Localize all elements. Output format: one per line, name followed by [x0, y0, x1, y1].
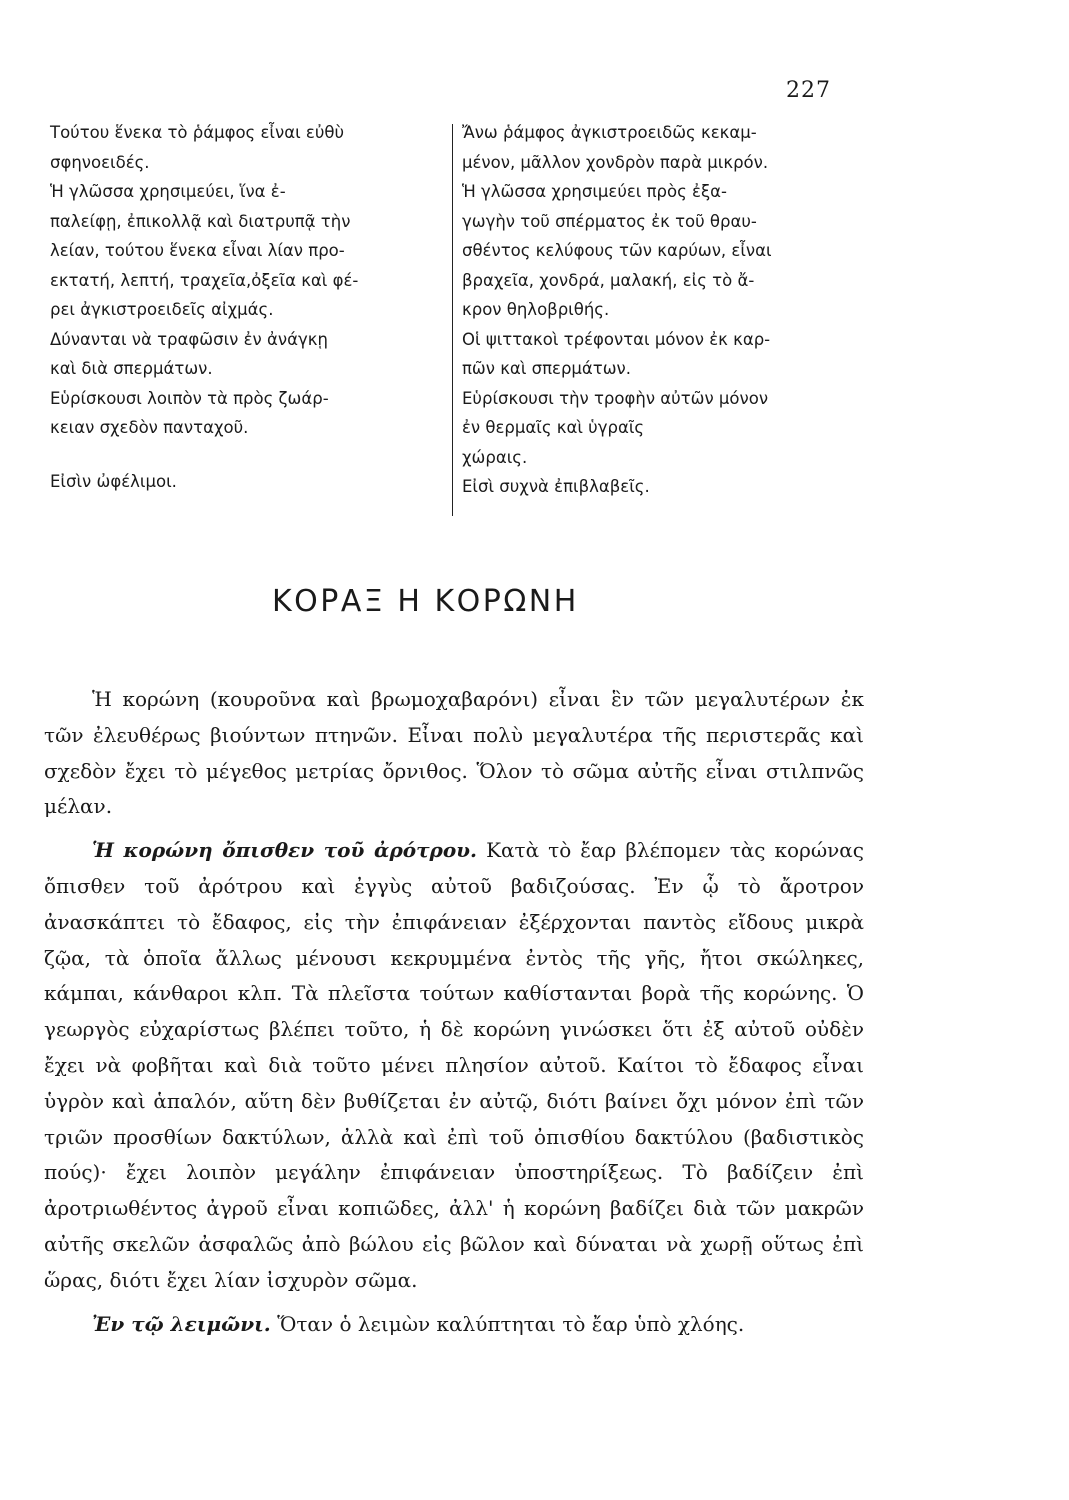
left-column-line: σφηνοειδές. [50, 152, 150, 172]
left-column-line: παλείφῃ, ἐπικολλᾷ καὶ διατρυπᾷ τὴν [50, 211, 351, 231]
paragraph [44, 682, 864, 825]
right-column-line: πῶν καὶ σπερμάτων. [462, 359, 632, 378]
right-column-line: γωγὴν τοῦ σπέρματος ἐκ τοῦ θραυ- [462, 211, 757, 231]
paragraph-text: Ἡ κορώνη (κουροῦνα καὶ βρωμοχαβαρόνι) εἶναι ἓν τῶν μεγαλυτέρων ἐκ τῶν ἐλευθέρως βιούντων πτηνῶν. Εἶναι πολὺ μεγαλυτέρα τῆς περιστερᾶς καὶ σχεδὸν ἔχει τὸ μέγεθος μετρίας ὄρνιθος. Ὅλον τὸ σῶμα αὐτῆς εἶναι στιλπνῶς μέλαν. [44, 687, 864, 819]
paragraph-text: Ὅταν ὁ λειμὼν καλύπτηται τὸ ἔαρ ὑπὸ χλόης. [270, 1311, 745, 1336]
right-column-line: βραχεῖα, χονδρά, μαλακή, εἰς τὸ ἄ- [462, 270, 755, 290]
right-column-line: Εἰσὶ συχνὰ ἐπιβλαβεῖς. [462, 477, 650, 496]
left-column-line: ρει ἀγκιστροειδεῖς αἰχμάς. [50, 300, 274, 319]
left-column-line: Δύνανται νὰ τραφῶσιν ἐν ἀνάγκῃ [50, 329, 328, 349]
left-column-line: καὶ διὰ σπερμάτων. [50, 359, 213, 378]
section-heading: ΚΟΡΑΞ Η ΚΟΡΩΝΗ [272, 584, 579, 619]
left-column [50, 118, 442, 496]
right-column-line: ἐν θερμαῖς καὶ ὑγραῖς [462, 418, 645, 437]
paragraph-lead: Ἐν τῷ λειμῶνι. [92, 1311, 271, 1336]
paragraph-lead: Ἡ κορώνη ὄπισθεν τοῦ ἀρότρου. [92, 838, 478, 863]
column-divider [452, 124, 453, 516]
two-column-section [44, 118, 884, 518]
right-column-line: κρον θηλοβριθής. [462, 300, 610, 319]
body-text [44, 682, 864, 1342]
right-column-line: Εὑρίσκουσι τὴν τροφὴν αὐτῶν μόνον [462, 388, 769, 408]
right-column-line: Οἱ ψιττακοὶ τρέφονται μόνον ἐκ καρ- [462, 329, 771, 349]
right-column-line: μένον, μᾶλλον χονδρὸν παρὰ μικρόν. [462, 152, 769, 172]
left-column-line: Εἰσὶν ὠφέλιμοι. [50, 471, 177, 491]
left-column-line: κειαν σχεδὸν πανταχοῦ. [50, 418, 249, 437]
right-column-line: χώραις. [462, 447, 528, 467]
left-column-line: Ἡ γλῶσσα χρησιμεύει, ἵνα ἐ- [50, 182, 286, 201]
left-column-line: λείαν, τούτου ἕνεκα εἶναι λίαν προ- [50, 241, 345, 260]
left-column-line: εκτατή, λεπτή, τραχεῖα,ὀξεῖα καὶ φέ- [50, 270, 359, 290]
right-column [462, 118, 872, 502]
paragraph [44, 1307, 864, 1343]
right-column-line: Ἡ γλῶσσα χρησιμεύει πρὸς ἐξα- [462, 182, 728, 201]
right-column-line: Ἄνω ῥάμφος ἀγκιστροειδῶς κεκαμ- [462, 123, 757, 142]
left-column-line: Τούτου ἕνεκα τὸ ῥάμφος εἶναι εὐθὺ [50, 123, 345, 142]
left-column-line: Εὑρίσκουσι λοιπὸν τὰ πρὸς ζωάρ- [50, 388, 329, 408]
paragraph-text: Κατὰ τὸ ἔαρ βλέπομεν τὰς κορώνας ὄπισθεν τοῦ ἀρότρου καὶ ἐγγὺς αὐτοῦ βαδιζούσας. Ἐν ᾧ τὸ ἄροτρον ἀνασκάπτει τὸ ἔδαφος, εἰς τὴν ἐπιφάνειαν ἐξέρχονται παντὸς εἴδους μικρὰ ζῷα, τὰ ὁποῖα ἄλλως μένουσι κεκρυμμένα ἐντὸς τῆς γῆς, ἤτοι σκώληκες, κάμπαι, κάνθαροι κλπ. Τὰ πλεῖστα τούτων καθίστανται βορὰ τῆς κορώνης. Ὁ γεωργὸς εὐχαρίστως βλέπει τοῦτο, ἡ δὲ κορώνη γινώσκει ὅτι ἐξ αὐτοῦ οὐδὲν ἔχει νὰ φοβῆται καὶ διὰ τοῦτο μένει πλησίον αὐτοῦ. Καίτοι τὸ ἔδαφος εἶναι ὑγρὸν καὶ ἁπαλόν, αὕτη δὲν βυθίζεται ἐν αὐτῷ, διότι βαίνει ὄχι μόνον ἐπὶ τῶν τριῶν προσθίων δακτύλων, ἀλλὰ καὶ ἐπὶ τοῦ ὀπισθίου δακτύλου (βαδιστικὸς πούς)· ἔχει λοιπὸν μεγάλην ἐπιφάνειαν ὑποστηρίξεως. Τὸ βαδίζειν ἐπὶ ἀροτριωθέντος ἀγροῦ εἶναι κοπιῶδες, ἀλλ' ἡ κορώνη βαδίζει διὰ τῶν μακρῶν αὐτῆς σκελῶν ἀσφαλῶς ἀπὸ βώλου εἰς βῶλον καὶ δύναται νὰ χωρῇ οὕτως ἐπὶ ὥρας, διότι ἔχει λίαν ἰσχυρὸν σῶμα. [44, 838, 865, 1292]
page-number: 227 [786, 78, 831, 103]
paragraph [44, 833, 864, 1298]
right-column-line: σθέντος κελύφους τῶν καρύων, εἶναι [462, 241, 772, 260]
